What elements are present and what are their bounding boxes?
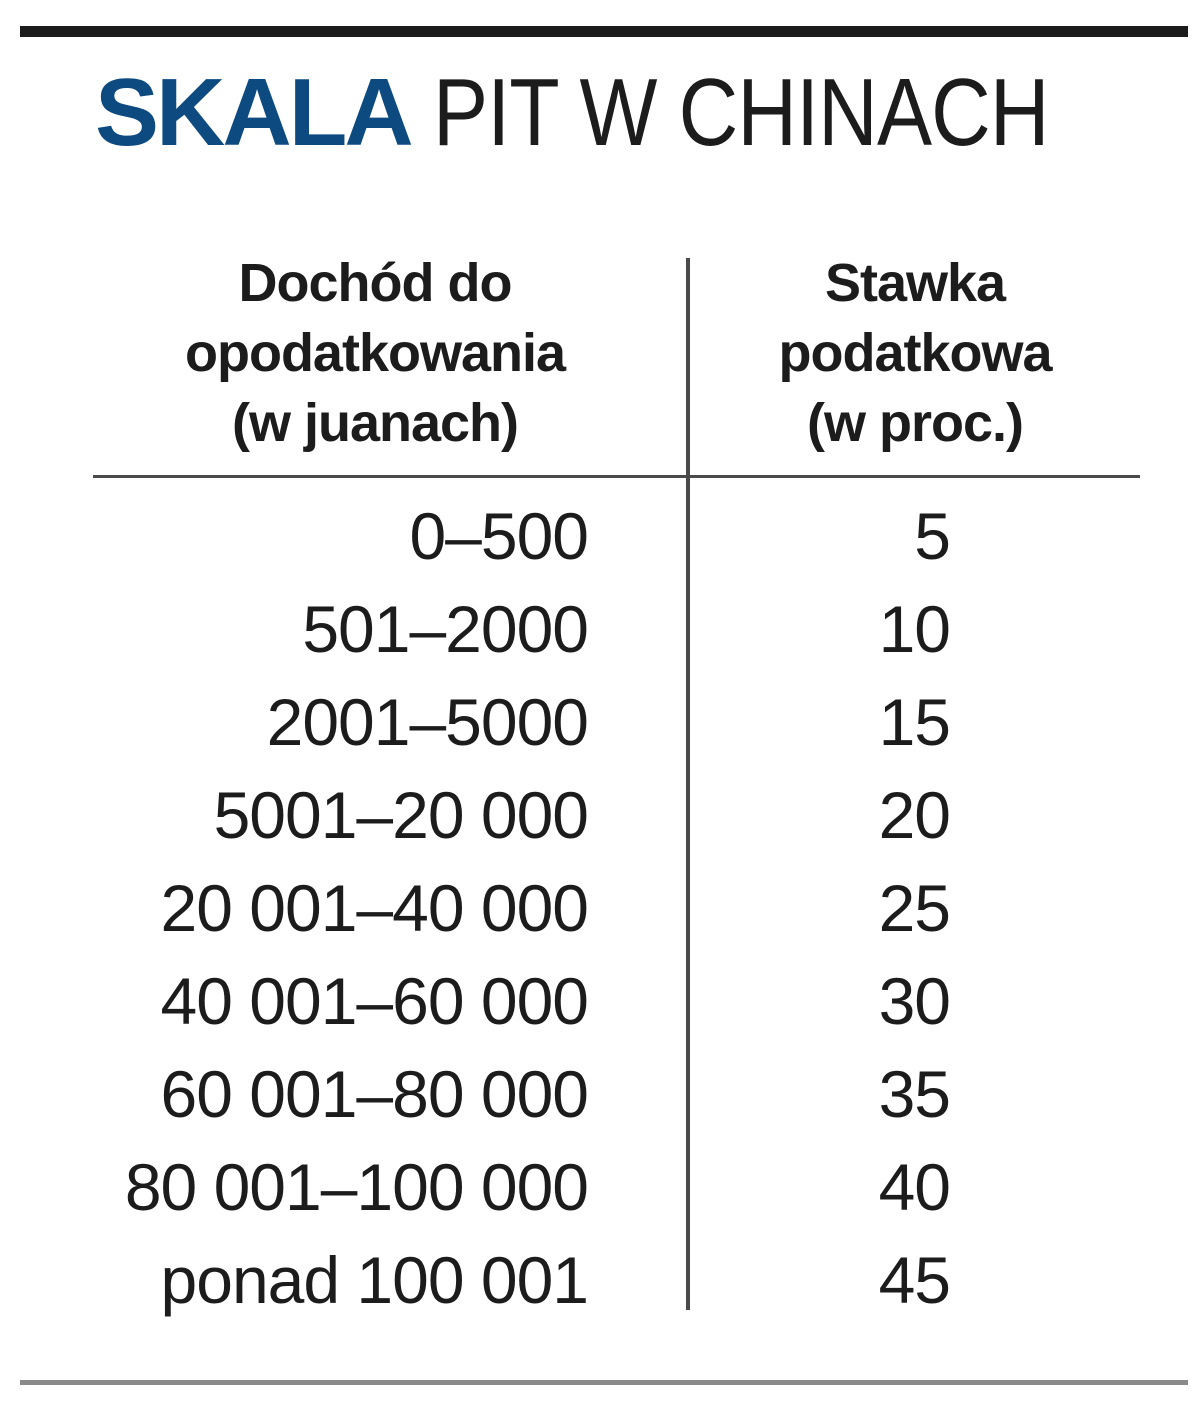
- table-row: [0, 1141, 1200, 1234]
- tax-table: [0, 490, 1200, 1327]
- title-accent: SKALA: [95, 59, 411, 166]
- table-row: [0, 676, 1200, 769]
- bottom-rule: [20, 1380, 1188, 1385]
- rate-cell: 40: [878, 1150, 950, 1224]
- rate-cell: 45: [878, 1243, 950, 1317]
- rate-cell: 15: [878, 685, 950, 759]
- rate-cell: 5: [914, 499, 950, 573]
- income-header-line-2: opodatkowania: [184, 323, 566, 383]
- table-row: [0, 490, 1200, 583]
- page-title: [95, 58, 1149, 168]
- income-header-line-1: Dochód do: [238, 253, 512, 313]
- income-cell: 20 001–40 000: [160, 871, 588, 945]
- table-row: [0, 583, 1200, 676]
- table-row: [0, 1234, 1200, 1327]
- top-rule: [20, 26, 1188, 37]
- income-cell: 80 001–100 000: [124, 1150, 588, 1224]
- income-cell: 0–500: [409, 499, 588, 573]
- income-cell: 40 001–60 000: [160, 964, 588, 1038]
- table-row: [0, 769, 1200, 862]
- rate-cell: 25: [878, 871, 950, 945]
- rate-cell: 10: [878, 592, 950, 666]
- income-cell: 5001–20 000: [213, 778, 588, 852]
- rate-column-header: [720, 248, 1110, 458]
- title-rest: PIT W CHINACH: [432, 59, 1049, 166]
- rate-header-line-2: podatkowa: [778, 323, 1052, 383]
- income-column-header: [110, 248, 640, 458]
- rate-header-line-1: Stawka: [824, 253, 1006, 313]
- table-row: [0, 862, 1200, 955]
- rate-cell: 30: [878, 964, 950, 1038]
- income-header-line-3: (w juanach): [231, 393, 519, 453]
- header-divider: [93, 475, 1140, 478]
- table-row: [0, 1048, 1200, 1141]
- income-cell: 501–2000: [302, 592, 588, 666]
- rate-header-line-3: (w proc.): [807, 393, 1023, 453]
- rate-cell: 20: [878, 778, 950, 852]
- rate-cell: 35: [878, 1057, 950, 1131]
- income-cell: 2001–5000: [266, 685, 588, 759]
- income-cell: 60 001–80 000: [160, 1057, 588, 1131]
- table-row: [0, 955, 1200, 1048]
- income-cell: ponad 100 001: [160, 1243, 588, 1317]
